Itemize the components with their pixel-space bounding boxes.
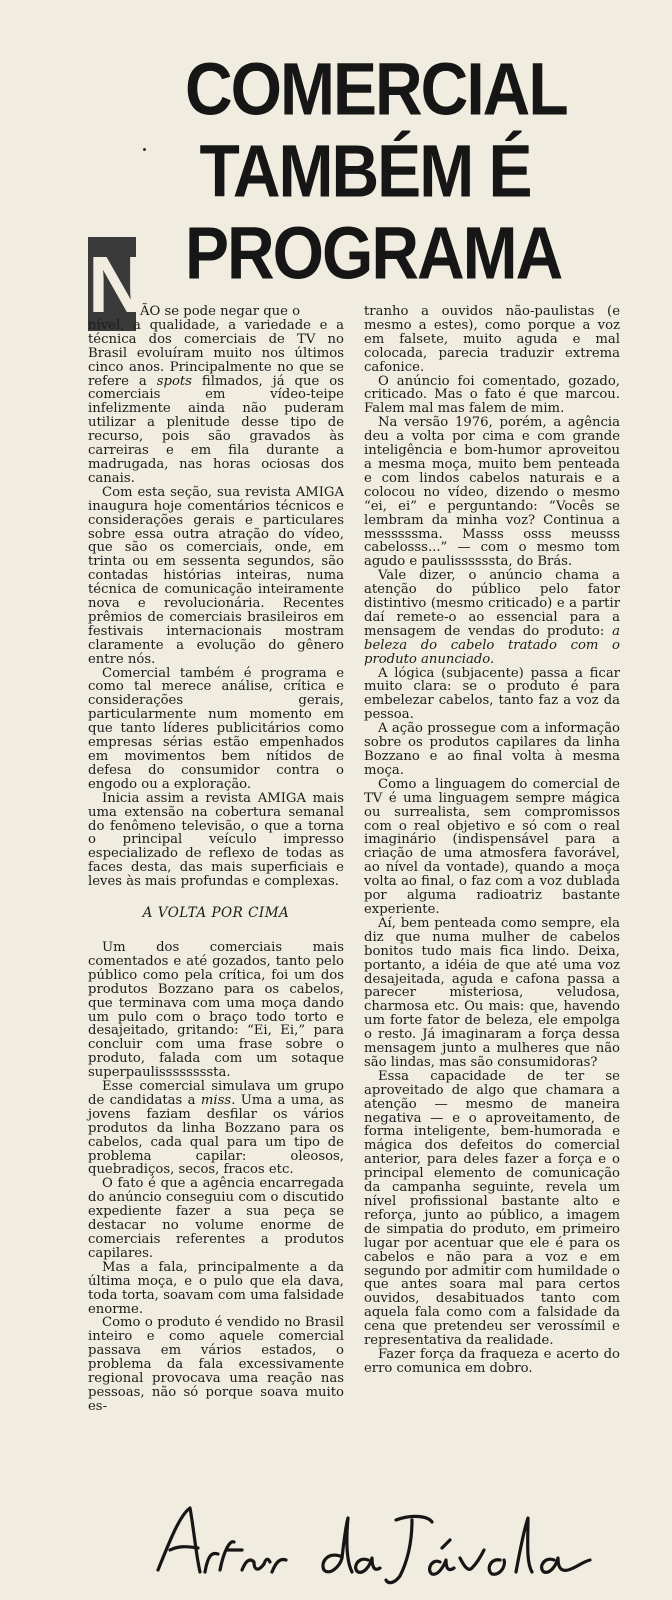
intro-first-line: ÃO se pode negar que o: [140, 304, 301, 319]
paragraph: Essa capacidade de ter se aproveitado de algo que chamara a atenção — mesmo de maneira negativa — e o aproveitamento, de forma inteligente, bem-humorada e mágica dos defeitos do comercial anterior, para deles fazer a força e o principal elemento de comunicação da campanha seguinte, revela um nível profissional bastante alto e reforça, junto ao público, a imagem de simpatia do produto, em primeiro lugar por acentuar que ele é para os cabelos e não para a voz e em segundo por admitir com humildade o que antes soara mal para certos ouvidos, desabituados tanto com aquela fala como com a falsidade da cena que pretendeu ser verossímil e representativa da realidade.: [364, 1068, 620, 1349]
paragraph: O fato é que a agência encarregada do anúncio conseguiu com o discutido expediente fazer a sua peça se destacar no volume enorme de comerciais referentes a produtos capilares.: [88, 1176, 344, 1261]
paragraph: O anúncio foi comentado, gozado, criticado. Mas o fato é que marcou. Falem mal mas falem de mim.: [364, 373, 620, 417]
spots-term: spots: [156, 373, 192, 389]
author-signature: [150, 1500, 620, 1590]
paragraph: Mas a fala, principalmente a da última moça, e o pulo que ela dava, toda torta, soavam com uma falsidade enorme.: [88, 1259, 344, 1317]
paragraph: Comercial também é programa e como tal merece análise, crítica e considerações gerais, particularmente num momento em que tanto líderes publicitários como empresas sérias estão empenhados em movimentos bem nítidos de defesa do consumidor contra o engodo ou a exploração.: [88, 665, 344, 792]
headline-line-3: PROGRAMA: [185, 211, 562, 295]
paragraph: Como o produto é vendido no Brasil inteiro e como aquele comercial passava em vários estados, o problema da fala excessivamente regional provocava uma reação nas pessoas, não só porque soava muito es-: [88, 1315, 344, 1414]
intro-text: nível, a qualidade, a variedade e a técnica dos comerciais de TV no Brasil evoluíram muito nos últimos cinco anos. Principalmente no que se refere a: [88, 317, 344, 389]
paragraph: Fazer força da fraqueza e acerto do erro comunica em dobro.: [364, 1346, 620, 1376]
headline-line-1: COMERCIAL: [185, 47, 567, 131]
paragraph: [364, 569, 620, 666]
paragraph: [88, 1080, 344, 1177]
paragraph-text: Esse comercial simulava um grupo de candidatas a: [88, 1079, 344, 1108]
headline: [185, 47, 567, 298]
paragraph: Como a linguagem do comercial de TV é uma linguagem sempre mágica ou surrealista, sem compromissos com o real objetivo e só com o real imaginário (indispensável para a criação de uma atmosfera favorável, ao nível da vontade), quando a moça volta ao final, o faz com a voz dublada por alguma radioatriz bastante experiente.: [364, 776, 620, 917]
miss-term: miss: [200, 1092, 232, 1108]
paragraph-text: . Uma a uma, as jovens faziam desfilar os vários produtos da linha Bozzano para os cabelos, cada qual para um tipo de problema capilar: oleosos, quebradiços, secos, fracos etc.: [88, 1092, 344, 1178]
drop-cap: N: [88, 237, 136, 331]
intro-paragraph: [88, 319, 344, 486]
section-subhead: A VOLTA POR CIMA: [142, 905, 290, 922]
paragraph: Um dos comerciais mais comentados e até gozados, tanto pelo público como pela crítica, foi um dos produtos Bozzano para os cabelos, que terminava com uma moça dando um pulo com o braço todo torto e desajeitado, gritando: “Ei, Ei,” para concluir com uma frase sobre o produto, falada com um sotaque superpaulissssssssta.: [88, 939, 344, 1081]
paragraph: Na versão 1976, porém, a agência deu a volta por cima e com grande inteligência e bom-humor aproveitou a mesma moça, muito bem penteada e com lindos cabelos naturais e a colocou no vídeo, dizendo o mesmo “ei, ei” e perguntando: “Vocês se lembram da minha voz? Continua a messsssma. Masss osss meusss cabelosss...” — com o mesmo tom agudo e paulissssssta, do Brás.: [364, 415, 620, 570]
paragraph: Com esta seção, sua revista AMIGA inaugura hoje comentários técnicos e considerações gerais e particulares sobre essa outra atração do vídeo, que são os comerciais, onde, em trinta ou em sessenta segundos, são contadas histórias inteiras, numa técnica de comunicação inteiramente nova e revolucionária. Recentes prêmios de comerciais brasileiros em festivais internacionais mostram claramente a evolução do gênero entre nós.: [88, 484, 344, 667]
paragraph: A lógica (subjacente) passa a ficar muito clara: se o produto é para embelezar cabelos, tanto faz a voz da pessoa.: [364, 665, 620, 723]
article-column-right: [364, 305, 620, 1376]
paragraph-text: Vale dizer, o anúncio chama a atenção do público pelo fator distintivo (mesmo criticado) e a partir daí remete-o ao essencial para a mensagem de vendas do produto:: [364, 568, 620, 639]
article-column-left: [88, 305, 344, 1414]
print-speck: [143, 148, 146, 151]
paragraph-continued: tranho a ouvidos não-paulistas (e mesmo a estes), como porque a voz em falsete, muito aguda e mal colocada, parecia traduzir extrema cafonice.: [364, 304, 620, 375]
emphasis-text: a beleza do cabelo tratado com o produto anunciado.: [364, 623, 620, 667]
intro-text-tail: filmados, já que os comerciais em vídeo-teipe infelizmente ainda não puderam utilizar a plenitude desse tipo de recurso, pois são gravados às carreiras e em fila durante a madrugada, nas horas ociosas dos canais.: [88, 373, 344, 486]
paragraph: A ação prossegue com a informação sobre os produtos capilares da linha Bozzano e ao final volta à mesma moça.: [364, 721, 620, 778]
headline-line-2: TAMBÉM É: [199, 129, 531, 213]
paragraph: Aí, bem penteada como sempre, ela diz que numa mulher de cabelos bonitos tudo mais fica lindo. Deixa, portanto, a idéia de que até uma voz desajeitada, aguda e cafona passa a parecer misteriosa, veludosa, charmosa etc. Ou mais: que, havendo um forte fator de beleza, ele empolga o resto. Já imaginaram a força dessa mensagem junto a mulheres que não são lindas, mas são consumidoras?: [364, 915, 620, 1070]
paragraph: Inicia assim a revista AMIGA mais uma extensão na cobertura semanal do fenômeno televisão, o que a torna o principal veículo impresso especializado de reflexo de todas as faces desta, das mais superficiais e leves às mais profundas e complexas.: [88, 790, 344, 890]
